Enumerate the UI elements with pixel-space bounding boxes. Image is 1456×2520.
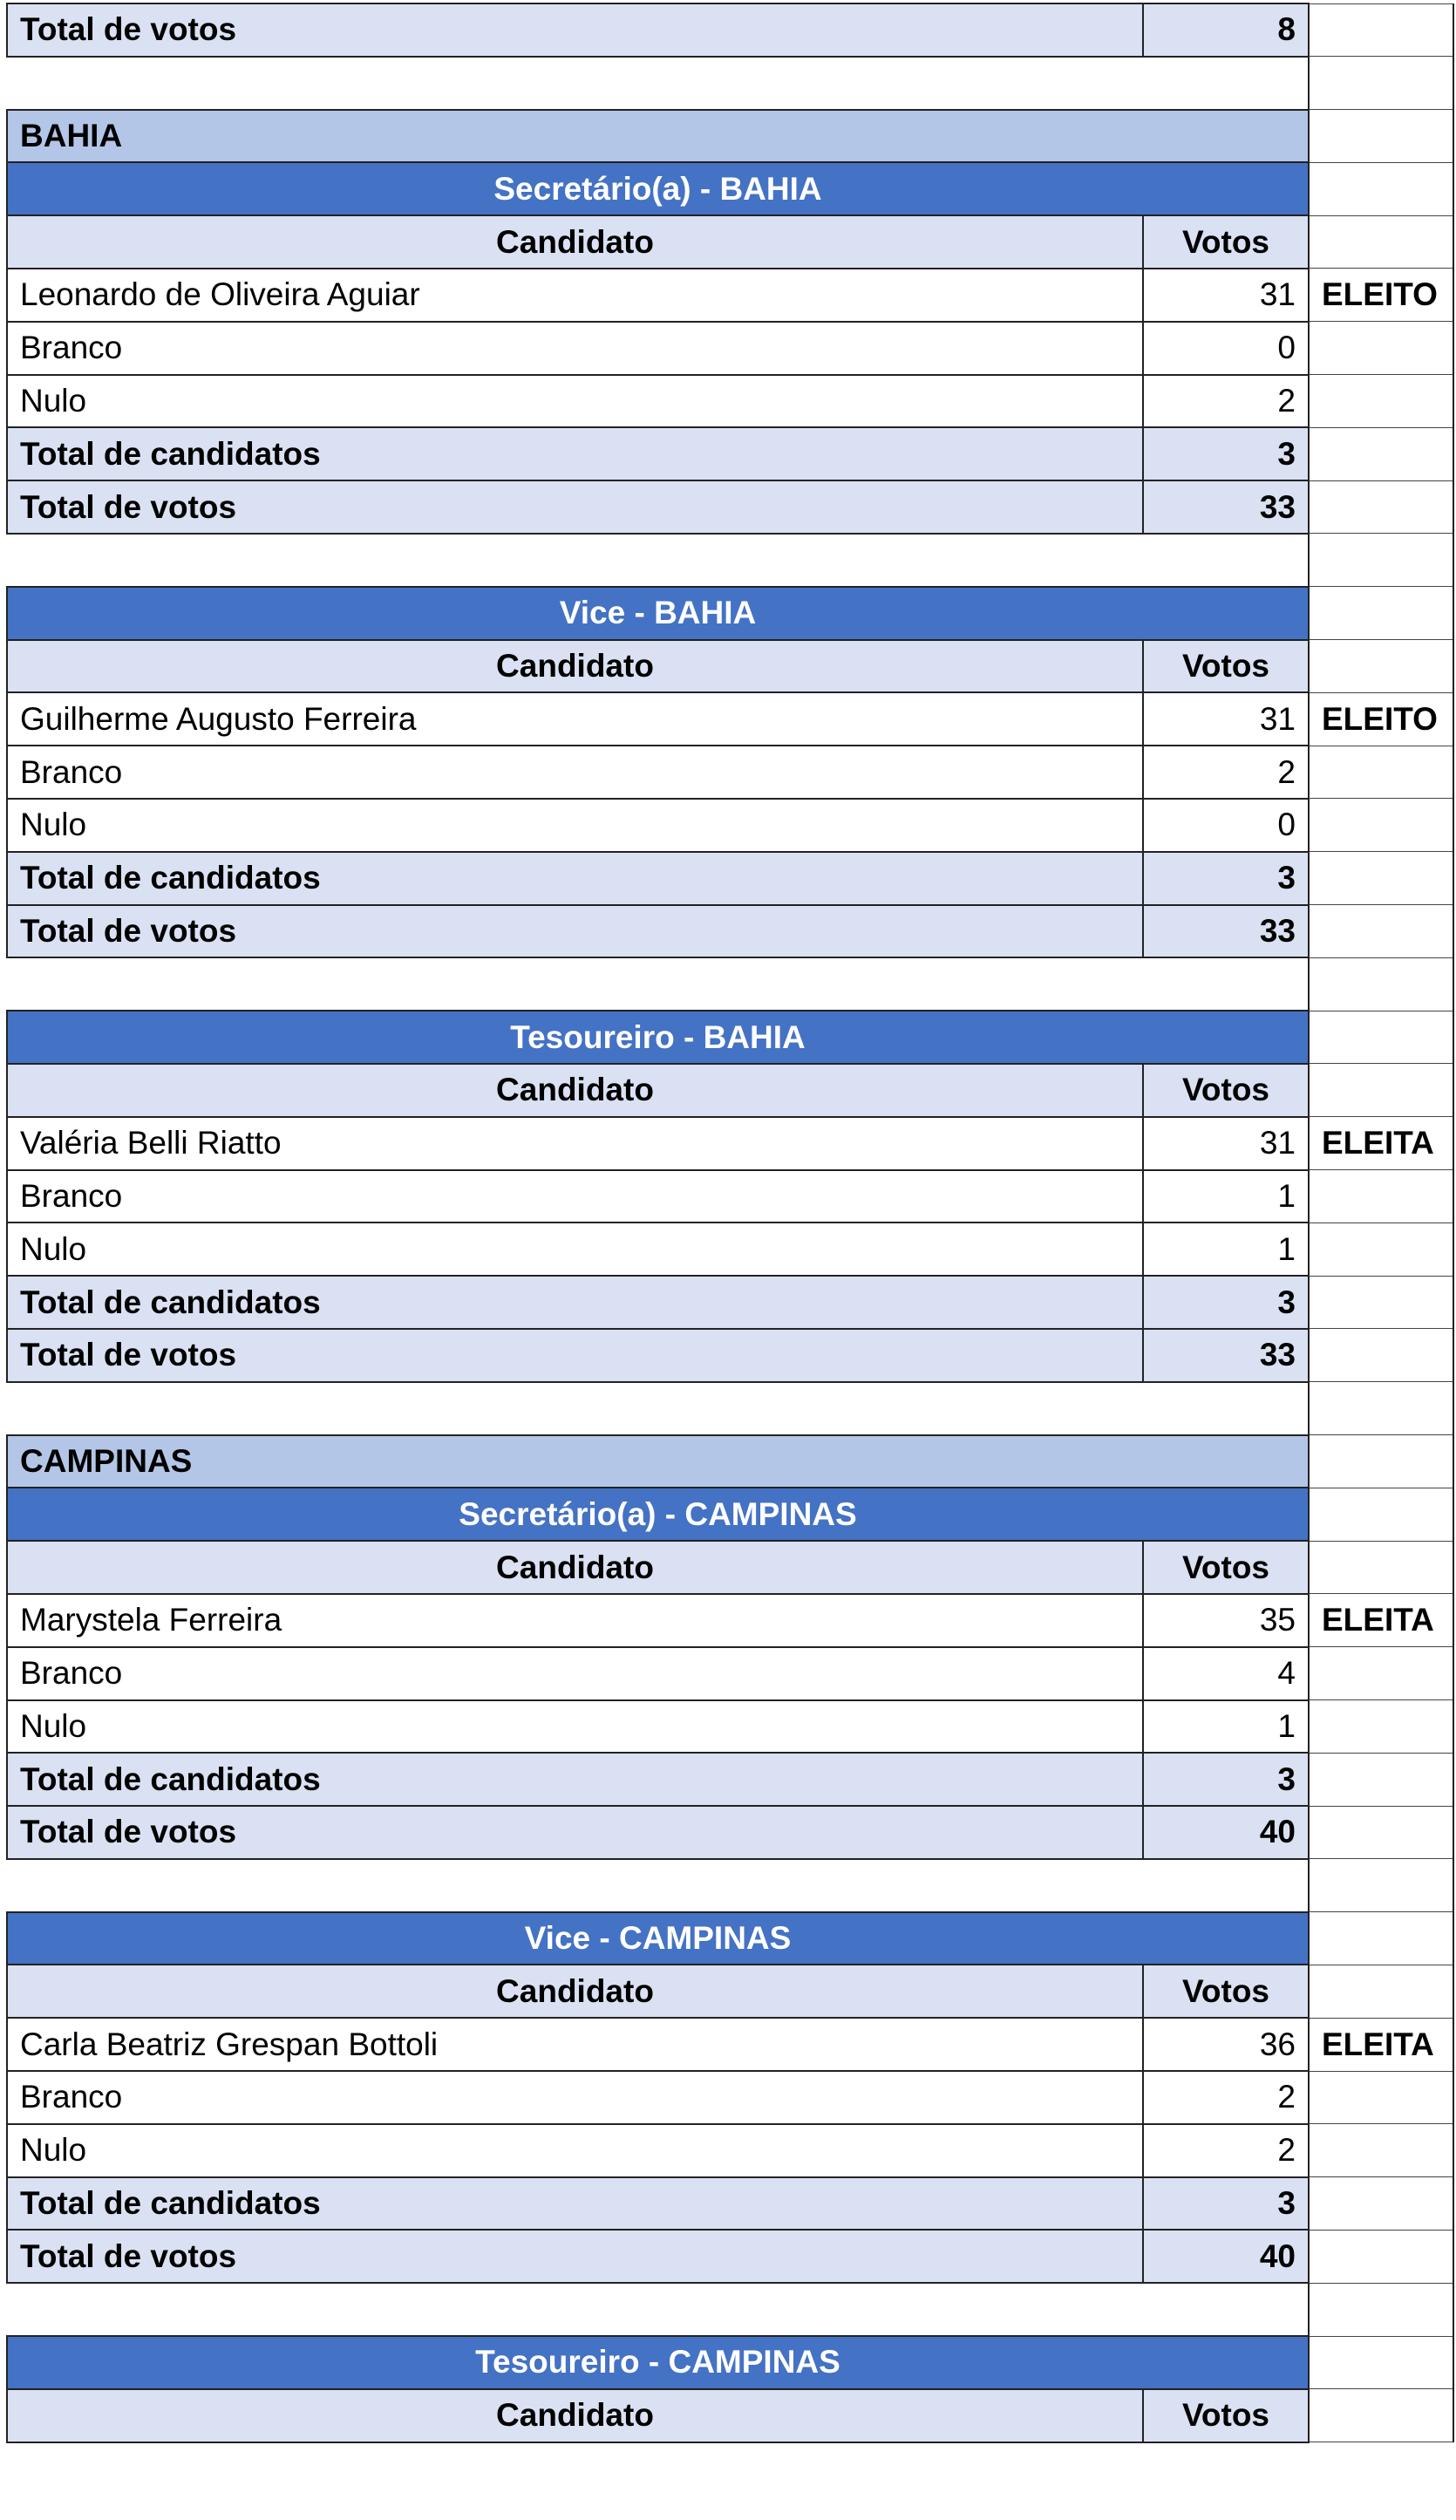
office-title[interactable]: Secretário(a) - CAMPINAS — [7, 1488, 1309, 1541]
status-cell[interactable] — [1309, 162, 1453, 215]
label-cell[interactable]: Branco — [7, 1170, 1143, 1223]
empty-cell[interactable] — [7, 1859, 1309, 1912]
office-title-row — [7, 1488, 1453, 1541]
status-cell[interactable] — [1309, 640, 1453, 693]
column-header-votos[interactable]: Votos — [1143, 2389, 1309, 2442]
nulo-row — [7, 2124, 1453, 2177]
column-header-row — [7, 1965, 1453, 2018]
office-title-row — [7, 162, 1453, 215]
votes-cell[interactable]: 36 — [1143, 2018, 1309, 2071]
region-title[interactable]: CAMPINAS — [7, 1435, 1309, 1488]
label-cell[interactable]: Total de candidatos — [7, 852, 1143, 905]
candidate-name[interactable]: Guilherme Augusto Ferreira — [7, 692, 1143, 746]
blank-row — [7, 1382, 1453, 1435]
status-cell[interactable] — [1309, 1647, 1453, 1700]
status-cell[interactable]: ELEITA — [1309, 2018, 1453, 2071]
status-cell[interactable] — [1309, 2336, 1453, 2389]
label-cell[interactable]: Total de votos — [7, 1329, 1143, 1382]
nulo-row — [7, 799, 1453, 852]
label-cell[interactable]: Nulo — [7, 2124, 1143, 2177]
column-header-row — [7, 1541, 1453, 1594]
candidate-name[interactable]: Carla Beatriz Grespan Bottoli — [7, 2018, 1143, 2071]
votes-cell[interactable]: 3 — [1143, 1276, 1309, 1329]
column-header-candidato[interactable]: Candidato — [7, 1064, 1143, 1117]
status-cell[interactable] — [1309, 852, 1453, 905]
label-cell[interactable]: Total de votos — [7, 2230, 1143, 2283]
label-cell[interactable]: Nulo — [7, 375, 1143, 428]
office-title[interactable]: Vice - BAHIA — [7, 587, 1309, 640]
candidate-name[interactable]: Valéria Belli Riatto — [7, 1117, 1143, 1170]
status-cell[interactable] — [1309, 1859, 1453, 1912]
branco-row — [7, 746, 1453, 799]
empty-cell[interactable] — [7, 57, 1309, 110]
status-cell[interactable] — [1309, 2283, 1453, 2336]
office-title-row — [7, 1011, 1453, 1064]
region-row — [7, 110, 1453, 163]
status-cell[interactable] — [1309, 2230, 1453, 2283]
total-candidates-row — [7, 427, 1453, 480]
votes-cell[interactable]: 3 — [1143, 852, 1309, 905]
label-cell[interactable]: Branco — [7, 322, 1143, 375]
candidate-row — [7, 692, 1453, 746]
status-cell[interactable] — [1309, 1011, 1453, 1064]
column-header-votos[interactable]: Votos — [1143, 1064, 1309, 1117]
status-cell[interactable] — [1309, 534, 1453, 587]
votes-cell[interactable]: 0 — [1143, 799, 1309, 852]
votes-cell[interactable]: 1 — [1143, 1700, 1309, 1754]
votes-cell[interactable]: 33 — [1143, 905, 1309, 958]
votes-cell[interactable]: 3 — [1143, 2177, 1309, 2231]
blank-row — [7, 1859, 1453, 1912]
status-cell[interactable]: ELEITA — [1309, 1594, 1453, 1647]
status-cell[interactable]: ELEITO — [1309, 269, 1453, 322]
status-cell[interactable] — [1309, 1329, 1453, 1382]
label-cell[interactable]: Total de votos — [7, 480, 1143, 534]
total-candidates-row — [7, 1753, 1453, 1806]
status-cell[interactable] — [1309, 2177, 1453, 2231]
votes-cell[interactable]: 2 — [1143, 746, 1309, 799]
status-cell[interactable] — [1309, 1806, 1453, 1859]
status-cell[interactable] — [1309, 110, 1453, 163]
total-candidates-row — [7, 2177, 1453, 2231]
votes-cell[interactable]: 1 — [1143, 1223, 1309, 1276]
status-cell[interactable] — [1309, 2071, 1453, 2124]
total-candidates-row — [7, 1276, 1453, 1329]
votes-cell[interactable]: 35 — [1143, 1594, 1309, 1647]
column-header-candidato[interactable]: Candidato — [7, 1541, 1143, 1594]
label-cell[interactable]: Total de candidatos — [7, 1276, 1143, 1329]
blank-row — [7, 2283, 1453, 2336]
votes-cell[interactable]: 2 — [1143, 2071, 1309, 2124]
total-votes-row — [7, 480, 1453, 534]
status-cell[interactable]: ELEITA — [1309, 1117, 1453, 1170]
branco-row — [7, 2071, 1453, 2124]
column-header-candidato[interactable]: Candidato — [7, 215, 1143, 269]
status-cell[interactable] — [1309, 375, 1453, 428]
label-cell[interactable]: Total de votos — [7, 905, 1143, 958]
column-header-candidato[interactable]: Candidato — [7, 640, 1143, 693]
office-title-row — [7, 587, 1453, 640]
votes-cell[interactable]: 3 — [1143, 427, 1309, 480]
votes-cell[interactable]: 31 — [1143, 269, 1309, 322]
status-cell[interactable] — [1309, 2124, 1453, 2177]
status-cell[interactable] — [1309, 1064, 1453, 1117]
empty-cell[interactable] — [7, 2283, 1309, 2336]
votes-cell[interactable]: 40 — [1143, 2230, 1309, 2283]
votes-cell[interactable]: 31 — [1143, 1117, 1309, 1170]
votes-cell[interactable]: 31 — [1143, 692, 1309, 746]
status-cell[interactable] — [1309, 1541, 1453, 1594]
label-cell[interactable]: Nulo — [7, 799, 1143, 852]
votes-cell[interactable]: 2 — [1143, 375, 1309, 428]
label-cell[interactable]: Nulo — [7, 1223, 1143, 1276]
blank-row — [7, 957, 1453, 1011]
branco-row — [7, 1170, 1453, 1223]
total-votes-row — [7, 905, 1453, 958]
branco-row — [7, 322, 1453, 375]
region-row — [7, 1435, 1453, 1488]
votes-cell[interactable]: 8 — [1143, 3, 1309, 57]
votes-cell[interactable]: 4 — [1143, 1647, 1309, 1700]
office-title-row — [7, 1912, 1453, 1965]
label-cell[interactable]: Branco — [7, 746, 1143, 799]
status-cell[interactable] — [1309, 799, 1453, 852]
office-title[interactable]: Tesoureiro - CAMPINAS — [7, 2336, 1309, 2389]
column-header-row — [7, 1064, 1453, 1117]
status-cell[interactable] — [1309, 215, 1453, 269]
label-cell[interactable]: Branco — [7, 1647, 1143, 1700]
votes-cell[interactable]: 40 — [1143, 1806, 1309, 1859]
label-cell[interactable]: Total de candidatos — [7, 427, 1143, 480]
label-cell[interactable]: Total de votos — [7, 1806, 1143, 1859]
votes-cell[interactable]: 3 — [1143, 1753, 1309, 1806]
nulo-row — [7, 1700, 1453, 1754]
status-cell[interactable] — [1309, 1276, 1453, 1329]
label-cell[interactable]: Total de candidatos — [7, 1753, 1143, 1806]
total-votes-row — [7, 1329, 1453, 1382]
status-cell[interactable] — [1309, 587, 1453, 640]
status-cell[interactable] — [1309, 2389, 1453, 2442]
votes-cell[interactable]: 2 — [1143, 2124, 1309, 2177]
status-cell[interactable] — [1309, 1382, 1453, 1435]
region-title[interactable]: BAHIA — [7, 110, 1309, 163]
nulo-row — [7, 1223, 1453, 1276]
column-header-votos[interactable]: Votos — [1143, 640, 1309, 693]
branco-row — [7, 1647, 1453, 1700]
candidate-name[interactable]: Leonardo de Oliveira Aguiar — [7, 269, 1143, 322]
status-cell[interactable] — [1309, 480, 1453, 534]
column-header-votos[interactable]: Votos — [1143, 1541, 1309, 1594]
candidate-row — [7, 1117, 1453, 1170]
candidate-row — [7, 1594, 1453, 1647]
empty-cell[interactable] — [7, 1382, 1309, 1435]
candidate-name[interactable]: Marystela Ferreira — [7, 1594, 1143, 1647]
status-cell[interactable] — [1309, 3, 1453, 57]
status-cell[interactable] — [1309, 1170, 1453, 1223]
status-cell[interactable] — [1309, 1965, 1453, 2018]
status-cell[interactable] — [1309, 427, 1453, 480]
office-title[interactable]: Vice - CAMPINAS — [7, 1912, 1309, 1965]
status-cell[interactable] — [1309, 322, 1453, 375]
label-cell[interactable]: Nulo — [7, 1700, 1143, 1754]
column-header-votos[interactable]: Votos — [1143, 215, 1309, 269]
total-votes-row — [7, 1806, 1453, 1859]
label-cell[interactable]: Total de candidatos — [7, 2177, 1143, 2231]
status-cell[interactable] — [1309, 1435, 1453, 1488]
candidate-row — [7, 269, 1453, 322]
status-cell[interactable] — [1309, 1753, 1453, 1806]
status-cell[interactable] — [1309, 905, 1453, 958]
office-title[interactable]: Tesoureiro - BAHIA — [7, 1011, 1309, 1064]
empty-cell[interactable] — [7, 534, 1309, 587]
column-header-votos[interactable]: Votos — [1143, 1965, 1309, 2018]
status-cell[interactable] — [1309, 957, 1453, 1011]
label-cell[interactable]: Total de votos — [7, 3, 1143, 57]
votes-cell[interactable]: 33 — [1143, 480, 1309, 534]
status-cell[interactable] — [1309, 1223, 1453, 1276]
status-cell[interactable] — [1309, 1700, 1453, 1754]
status-cell[interactable] — [1309, 1488, 1453, 1541]
candidate-row — [7, 2018, 1453, 2071]
total-votes-row — [7, 2230, 1453, 2283]
total-candidates-row — [7, 852, 1453, 905]
nulo-row — [7, 375, 1453, 428]
election-results-sheet — [6, 3, 1454, 2443]
votes-cell[interactable]: 33 — [1143, 1329, 1309, 1382]
votes-cell[interactable]: 0 — [1143, 322, 1309, 375]
column-header-candidato[interactable]: Candidato — [7, 2389, 1143, 2442]
votes-cell[interactable]: 1 — [1143, 1170, 1309, 1223]
column-header-candidato[interactable]: Candidato — [7, 1965, 1143, 2018]
column-header-row — [7, 215, 1453, 269]
blank-row — [7, 57, 1453, 110]
status-cell[interactable] — [1309, 746, 1453, 799]
office-title-row — [7, 2336, 1453, 2389]
column-header-row — [7, 2389, 1453, 2442]
empty-cell[interactable] — [7, 957, 1309, 1011]
status-cell[interactable] — [1309, 57, 1453, 110]
status-cell[interactable] — [1309, 1912, 1453, 1965]
column-header-row — [7, 640, 1453, 693]
status-cell[interactable]: ELEITO — [1309, 692, 1453, 746]
total-votes-row — [7, 3, 1453, 57]
office-title[interactable]: Secretário(a) - BAHIA — [7, 162, 1309, 215]
label-cell[interactable]: Branco — [7, 2071, 1143, 2124]
blank-row — [7, 534, 1453, 587]
